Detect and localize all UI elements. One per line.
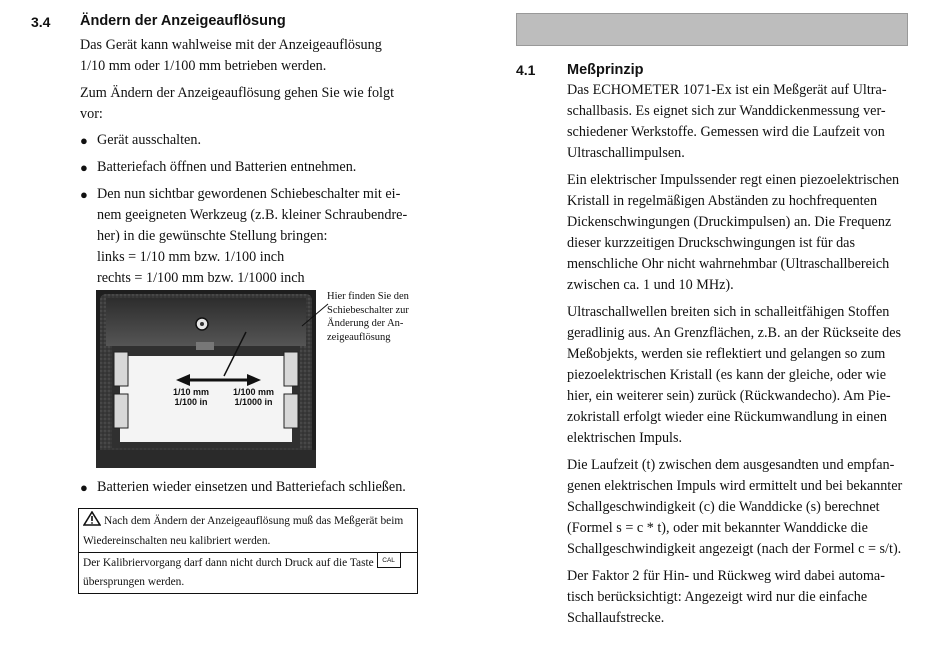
- text-line: Schallgeschwindigkeit (c) die Wanddicke (s) berechnet: [567, 499, 880, 515]
- text-line: dieser kurzzeitigen Druckschwingungen ist für das: [567, 235, 855, 251]
- text-line: Ultraschallwellen breiten sich in schalleitfähigen Stoffen: [567, 304, 890, 320]
- text-line: geradlinig aus. An Grenzflächen, z.B. an der Rückseite des: [567, 325, 902, 341]
- text-line: schallbasis. Es eignet sich zur Wanddickenmessung ver-: [567, 103, 886, 119]
- list-item: [80, 184, 442, 289]
- list-item-text: her) in die gewünschte Stellung bringen:: [97, 228, 328, 244]
- list-item-text: Den nun sichtbar gewordenen Schiebeschalter mit ei-: [97, 186, 401, 202]
- text-line: hier, ein weiterer sein) zurück (Rückwandecho). Am Pie-: [567, 388, 891, 404]
- section-title-right: Meßprinzip: [567, 62, 644, 78]
- rechts-setting-line: rechts = 1/100 mm bzw. 1/1000 inch: [97, 270, 305, 286]
- figure-caption: [327, 290, 437, 344]
- cal-key-icon: CAL: [377, 552, 401, 568]
- note-line: Der Kalibriervorgang darf dann nicht durch Druck auf die Taste: [83, 557, 374, 569]
- links-setting-line: links = 1/10 mm bzw. 1/100 inch: [97, 249, 285, 265]
- list-item: [80, 157, 442, 178]
- text-line: piezoelektrischen Kristall (es kann der gleiche, oder wie: [567, 367, 887, 383]
- calibration-note-text: [83, 553, 401, 573]
- calibration-note-box: [78, 552, 418, 594]
- chapter-header-bar: [516, 13, 908, 46]
- caption-line: Schiebeschalter zur: [327, 304, 409, 316]
- text-line: elektrischen Impuls.: [567, 430, 683, 446]
- paragraph: [567, 302, 912, 449]
- text-line: Schallaufstrecke.: [567, 610, 665, 626]
- paragraph: [567, 80, 912, 164]
- caption-line: zeigeauflösung: [327, 331, 391, 343]
- battery-compartment-illustration: [96, 290, 316, 468]
- text-line: Ein elektrischer Impulssender regt einen piezoelektrischen: [567, 172, 900, 188]
- bullet-icon: ●: [80, 160, 88, 175]
- list-item: [80, 130, 442, 151]
- text-line: Ultraschallimpulsen.: [567, 145, 685, 161]
- note-line: Nach dem Ändern der Anzeigeauflösung muß das Meßgerät beim: [104, 515, 404, 527]
- note-line: übersprungen werden.: [83, 576, 185, 588]
- list-item-text: nem geeigneten Werkzeug (z.B. kleiner Schraubendre-: [97, 207, 408, 223]
- text-line: zwischen ca. 1 und 10 MHz).: [567, 277, 734, 293]
- left-text-block: [80, 35, 440, 125]
- text-line: Kristall in regelmäßigen Abständen zu hochfrequenten: [567, 193, 878, 209]
- warning-note-text: [83, 511, 403, 533]
- switch-label-text: 1/1000 in: [234, 397, 273, 407]
- switch-label-right: [233, 387, 274, 407]
- text-line: zokristall erfolgt wieder eine Rückumwandlung in einen: [567, 409, 887, 425]
- switch-label-text: 1/100 in: [174, 397, 208, 407]
- bullet-icon: ●: [80, 480, 88, 495]
- text-line: Das ECHOMETER 1071-Ex ist ein Meßgerät auf Ultra-: [567, 82, 887, 98]
- text-line: Meßobjekts, werden sie reflektiert und gelangen so zum: [567, 346, 886, 362]
- intro-line: 1/10 mm oder 1/100 mm betrieben werden.: [80, 58, 327, 74]
- list-item-text: Batteriefach öffnen und Batterien entnehmen.: [97, 159, 357, 175]
- switch-label-left: [173, 387, 209, 407]
- howto-line: vor:: [80, 106, 103, 122]
- bullet-icon: ●: [80, 133, 88, 148]
- switch-label-text: 1/100 mm: [233, 387, 275, 397]
- list-item: [80, 477, 442, 498]
- paragraph: [567, 170, 912, 296]
- text-line: Der Faktor 2 für Hin- und Rückweg wird dabei automa-: [567, 568, 885, 584]
- text-line: menschliche Ohr nicht wahrnehmbar (Ultraschallbereich: [567, 256, 890, 272]
- note-line: Wiedereinschalten neu kalibriert werden.: [83, 535, 271, 547]
- list-item-text: Gerät ausschalten.: [97, 132, 201, 148]
- text-line: (Formel s = c * t), oder mit bekannter Wanddicke die: [567, 520, 868, 536]
- warning-note-box: [78, 508, 418, 553]
- text-line: tisch berücksichtigt: Angezeigt wird nur die einfache: [567, 589, 868, 605]
- text-line: schiedener Werkstoffe. Gemessen wird die Laufzeit von: [567, 124, 885, 140]
- bullet-icon: ●: [80, 187, 88, 202]
- text-line: genen elektrischen Impuls wird ermittelt und bei bekannter: [567, 478, 903, 494]
- caption-line: Änderung der An-: [327, 318, 404, 329]
- text-line: Schallgeschwindigkeit angezeigt (nach der Formel c = s/t).: [567, 541, 902, 557]
- switch-label-text: 1/10 mm: [173, 387, 210, 397]
- warning-triangle-icon: [83, 511, 101, 533]
- list-item-text: Batterien wieder einsetzen und Batteriefach schließen.: [97, 479, 406, 495]
- battery-compartment-photo: [96, 290, 316, 468]
- intro-line: Das Gerät kann wahlweise mit der Anzeigeauflösung: [80, 37, 382, 53]
- section-number-4-1: 4.1: [516, 62, 536, 78]
- text-line: Dickenschwingungen (Druckimpulsen) an. Die Frequenz: [567, 214, 892, 230]
- text-line: Die Laufzeit (t) zwischen dem ausgesandten und empfan-: [567, 457, 895, 473]
- right-text-block: [567, 80, 912, 635]
- section-number-3-4: 3.4: [31, 14, 51, 30]
- paragraph: [567, 455, 912, 560]
- howto-line: Zum Ändern der Anzeigeauflösung gehen Sie wie folgt: [80, 85, 395, 101]
- paragraph: [567, 566, 912, 629]
- bullet-list-2: [80, 477, 442, 498]
- bullet-list: [80, 130, 442, 289]
- caption-line: Hier finden Sie den: [327, 291, 409, 302]
- section-title-left: Ändern der Anzeigeauflösung: [80, 13, 286, 29]
